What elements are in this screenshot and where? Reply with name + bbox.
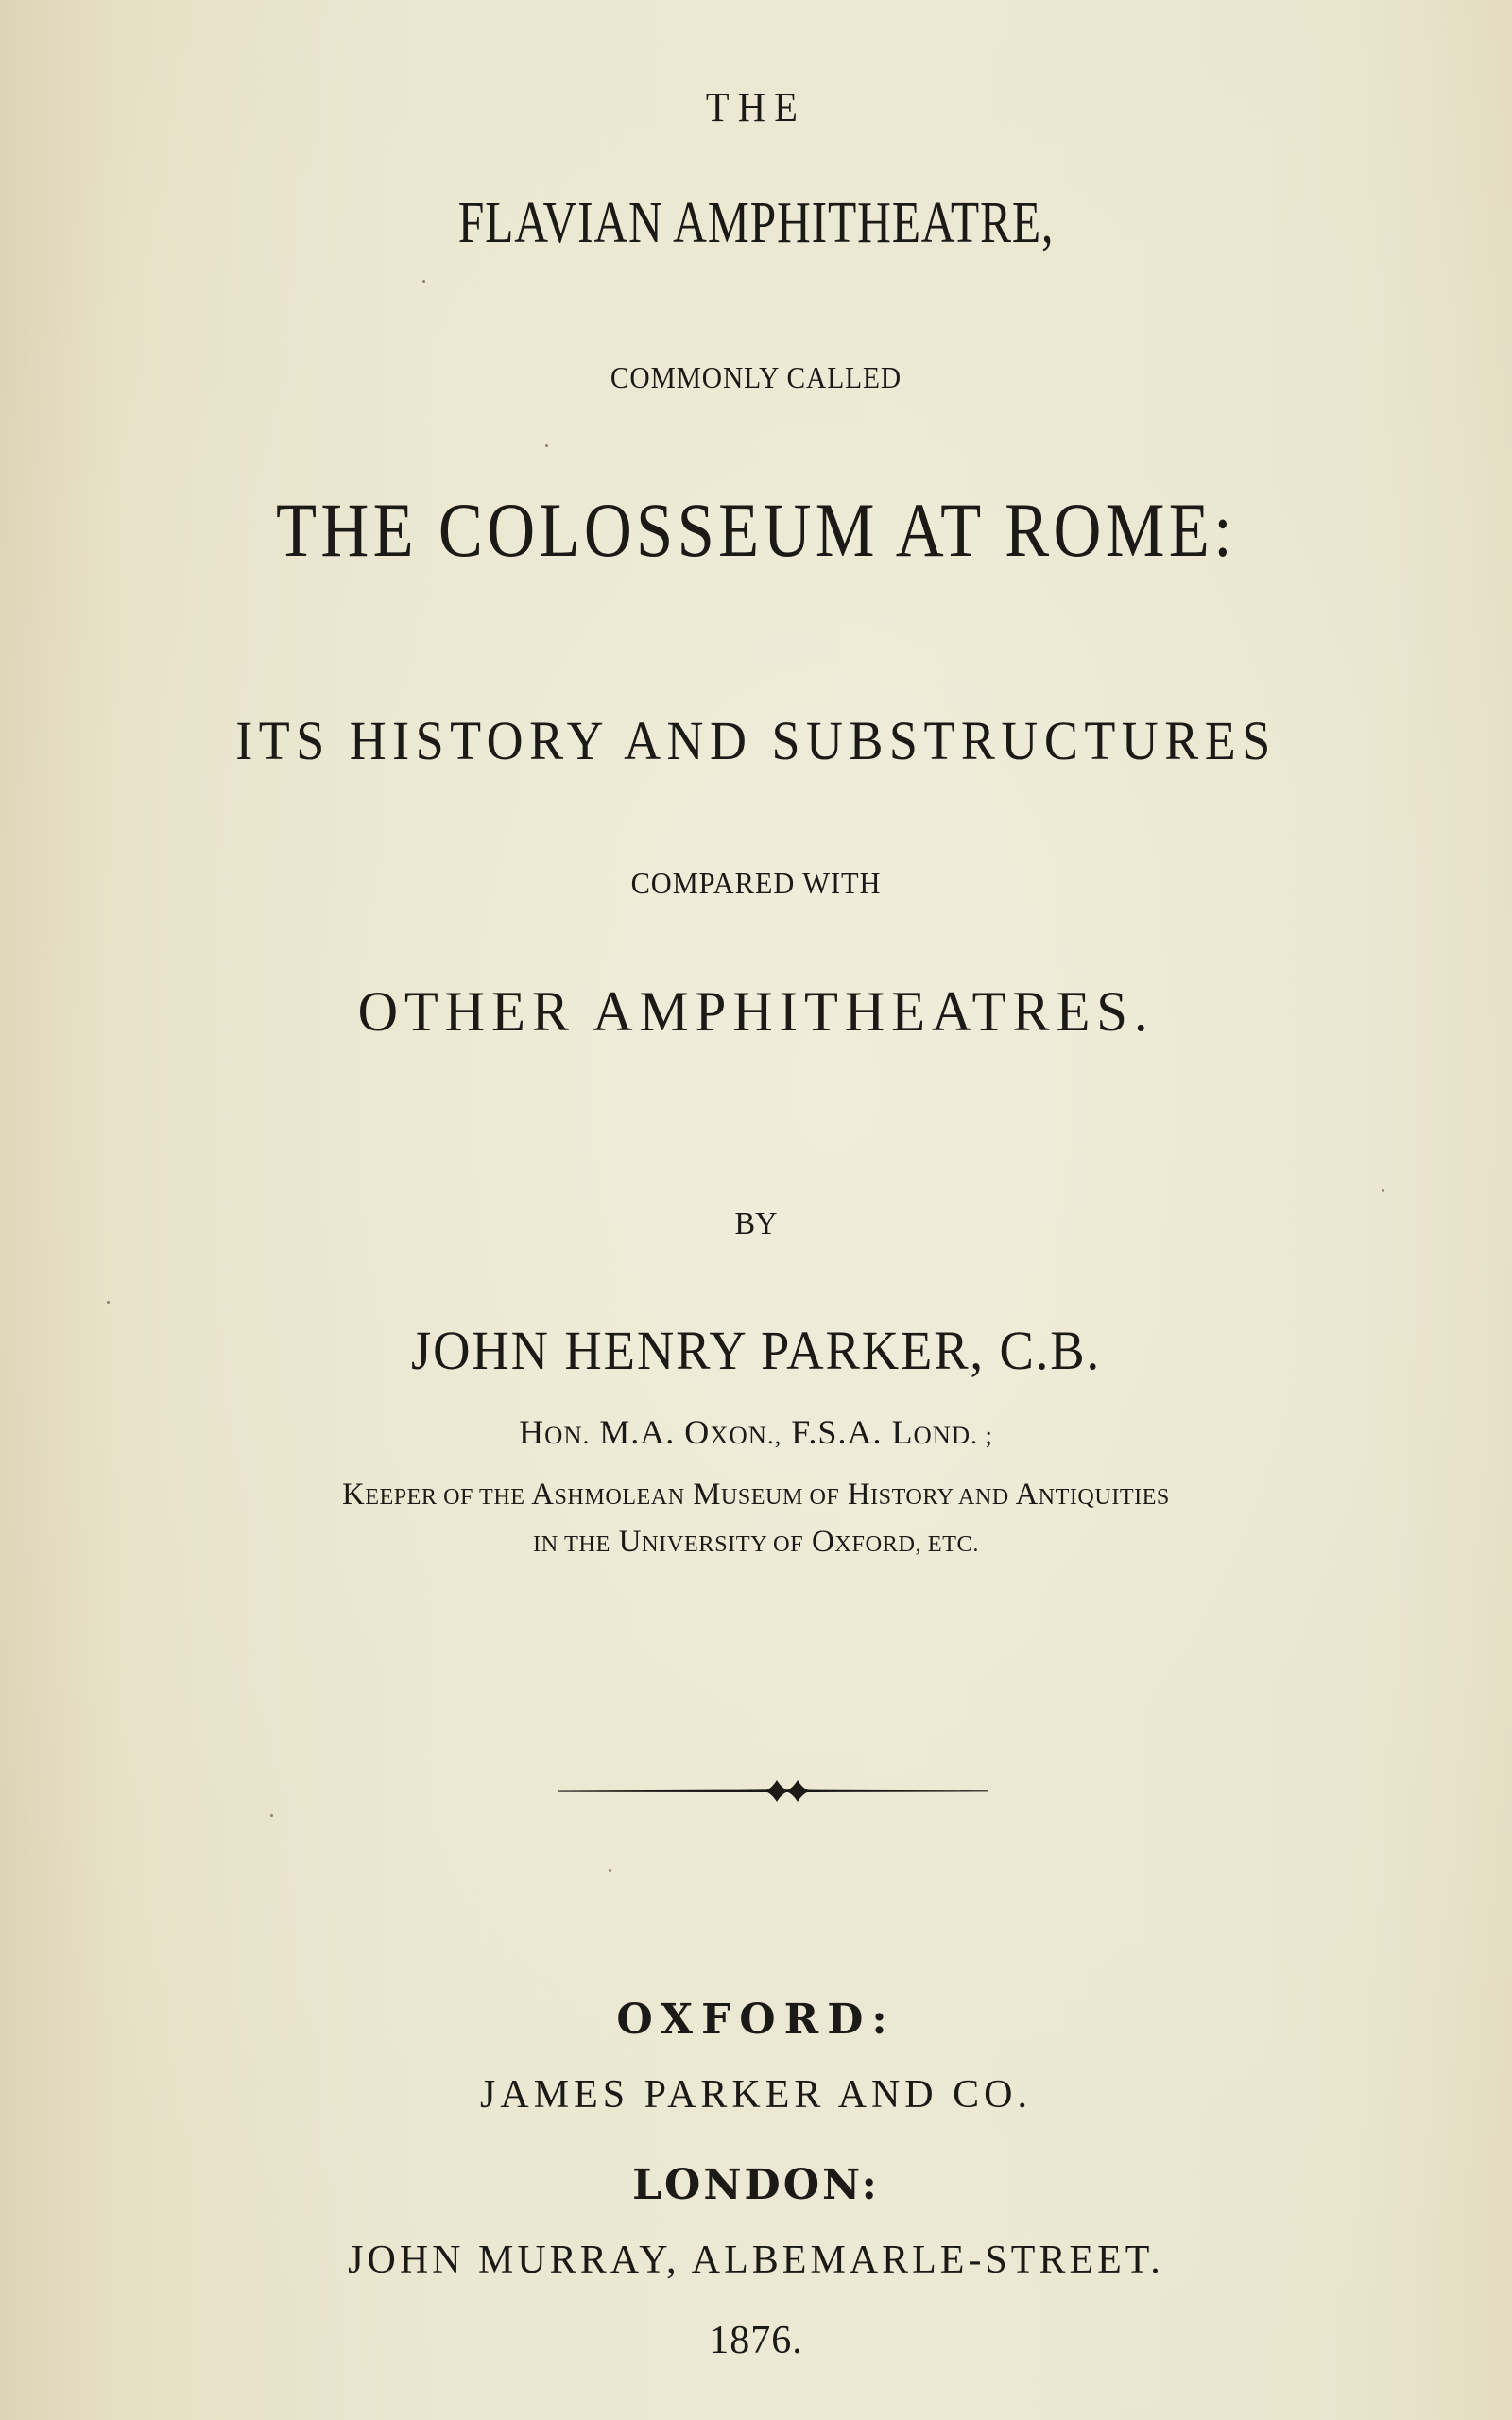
paper-speck	[545, 444, 548, 447]
author-by: BY	[734, 1206, 778, 1241]
sc-initial: K	[342, 1478, 366, 1512]
degree-ma: M.A.	[599, 1413, 676, 1451]
sc-rest: USEUM OF	[720, 1484, 840, 1510]
sc-rest: XON.,	[710, 1421, 782, 1449]
imprint-city-london: LONDON:	[632, 2161, 880, 2209]
title-the: THE	[705, 84, 807, 130]
sc-rest: ISTORY AND	[870, 1484, 1009, 1510]
sc-rest: NTIQUITIES	[1038, 1484, 1170, 1510]
subtitle-compared-with: COMPARED WITH	[630, 866, 882, 900]
sc-rest: ON.	[544, 1421, 591, 1449]
degree-fsa: F.S.A.	[791, 1413, 883, 1451]
imprint-city-oxford: OXFORD:	[616, 1996, 896, 2044]
author-position-line-1	[8, 1479, 1504, 1511]
sc-rest: SHMOLEAN	[554, 1484, 685, 1510]
paper-speck	[107, 1301, 110, 1304]
title-flavian-amphitheatre: FLAVIAN AMPHITHEATRE,	[457, 191, 1055, 255]
imprint-publisher-james-parker: JAMES PARKER AND CO.	[480, 2073, 1032, 2117]
sc-rest: IN THE	[533, 1531, 610, 1557]
paper-speck	[270, 1814, 273, 1817]
paper-speck	[422, 280, 425, 283]
paper-speck	[609, 1869, 611, 1872]
sc-rest: EEPER OF THE	[365, 1484, 525, 1510]
author-degrees	[0, 1415, 1512, 1449]
imprint-publisher-john-murray: JOHN MURRAY, ALBEMARLE-STREET.	[348, 2238, 1164, 2282]
sc-initial: A	[1015, 1478, 1039, 1512]
sc-initial: O	[684, 1413, 711, 1451]
sc-initial: H	[519, 1413, 545, 1451]
title-other-amphitheatres: OTHER AMPHITHEATRES.	[357, 980, 1155, 1043]
author-name: JOHN HENRY PARKER, C.B.	[411, 1320, 1101, 1381]
sc-initial: M	[693, 1478, 721, 1512]
sc-initial: A	[531, 1478, 555, 1512]
ornament-rule-double-diamond-icon	[558, 1777, 988, 1806]
sc-rest: NIVERSITY OF	[642, 1531, 804, 1557]
subtitle-commonly-called: COMMONLY CALLED	[610, 360, 902, 394]
sc-initial: O	[811, 1525, 835, 1559]
imprint-year: 1876.	[709, 2319, 803, 2362]
sc-initial: H	[848, 1478, 871, 1512]
title-history-and-substructures: ITS HISTORY AND SUBSTRUCTURES	[235, 710, 1277, 771]
sc-rest: OND. ;	[913, 1421, 993, 1449]
sc-initial: L	[891, 1413, 914, 1451]
title-colosseum-at-rome: THE COLOSSEUM AT ROME:	[275, 487, 1237, 573]
sc-rest: XFORD, ETC.	[834, 1531, 979, 1557]
sc-initial: U	[618, 1525, 642, 1559]
paper-speck	[1382, 1189, 1384, 1192]
author-position-line-2	[0, 1527, 1512, 1558]
